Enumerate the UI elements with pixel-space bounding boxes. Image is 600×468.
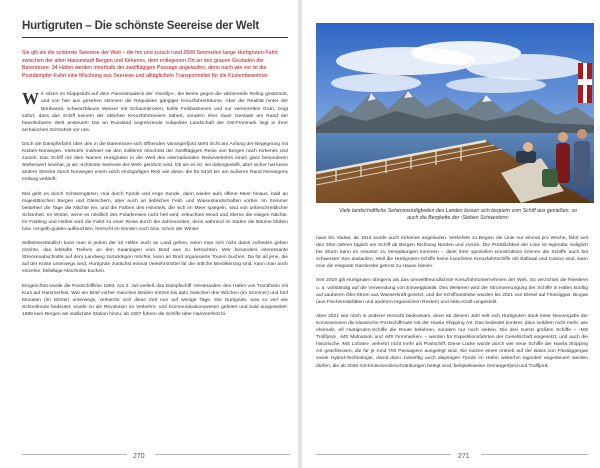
ship-deck-photo xyxy=(316,23,594,203)
footer-rule xyxy=(316,454,451,455)
body-paragraph: Seit 2019 gilt Hurtigruten übrigens als das umweltfreundlichste Kreuzfahrtunternehmen der Welt. So verzichtet die Reederei u. a. vollständig auf die Verwendung von Einwegplastik. Des Weiteren wird der Stromversorgung der Schiffe in Häfen künftig auf sauberen Öko-Strom aus Wasserkraft gesetzt, und die Schiffsantriebe wurden bis 2021 von Diesel auf Flüssiggas, Biogas (aus Fischereiabfällen und anderen organischen Resten) und Akku-Kraft umgestellt. xyxy=(316,278,588,305)
body-paragraph: Mal geht es durch Schärengärten, mal durch Fjorde und enge Sunde, dann wieder aufs offene Meer hinaus, bald an majestätischen Bergen und Gletschern, aber auch an lieblichen Feld- und Wiesenlandschaften vorbei. Im Sommer bestehen die Tage die Nächte ein, und die Farben des Himmels, die sich im Meer spiegeln, sind von unbeschreiblicher Schönheit. Im Winter, wenn es nördlich des Polarkreises nicht hell wird, erleuchten Mond und Sterne die eisigen Nächte. Im Frühling und Herbst wird die Fahrt zu einer Reise durch die Jahreszeiten, denn während im Süden die Bäume blühen bzw. rot-gelb-golden aufleuchten, herrscht im Norden noch bzw. schon der Winter. xyxy=(22,191,288,232)
body-paragraph: naus bis Vadsø, ab 1914 wurde auch Kirkenes angelaufen. Verkehrte zu Beginn die Linie nur einmal pro Woche, fährt seit den 30er-Jahren täglich ein Schiff ab Bergen Richtung Norden und zurück. Die Pünktlichkeit der Linie ist legendär, lediglich bei Sturm kann es mitunter zu Verspätungen kommen – dank ihrer speziellen Konstruktion können die Schiffe auch bei schwerster See auslaufen. Weil die Hurtigruten-Schiffe keine luxuriösen Kreuzfahrtschiffe mit Ballsaal und Casino sind, kann man die elegante Garderobe getrost zu Hause lassen. xyxy=(316,236,588,270)
footer-rule xyxy=(22,454,127,455)
book-gutter xyxy=(297,0,303,468)
intro-paragraph: Sie gilt als die schönste Seereise der Welt – die hin und zurück rund 2500 Seemeilen lange Hurtigruten-Fahrt zwischen der alten Hansestadt Bergen und Kirkenes, dem entlegenen Ort an den grauen Gestaden der Barentssee. 34 Häfen werden innerhalb der zwölftägigen Passage angelaufen, denn nach wie vor ist die Postdampfer-Fahrt eine Mischung aus Seereise und alltäglichem Transportmittel für die Küstenbewohner. xyxy=(22,50,278,79)
body-paragraph: Eingerichtet wurde die Postschifflinie 1893. Am 2. Juli verließ das Dampfschiff ›Vesteraalen‹ den Hafen von Trondheim mit Kurs auf Hammerfest. War ein Brief vorher manches Beiden trotzen bis dato zwischen drei Wochen (im Sommer) und fünf Monaten (im Winter) unterwegs, verkürzte sich diese Zeit nun auf wenige Tage. Die Hurtigrute, was so viel wie Schnellroute bedeutet, wurde zu als Revolution im Verkehrs- und Kommunikationswesen gefeiert und bald ausgeweitet: 1898 kam Bergen als südlichste Station hinzu, ab 1907 fuhren die Schiffe über Hammerfest hi- xyxy=(22,283,288,317)
footer-rule xyxy=(481,454,588,455)
photo-caption: Viele landschaftliche Sehenswürdigkeiten des Landes lassen sich bequem vom Schiff aus genießen, so auch die Bergkette der ›Sieben Schwestern‹ xyxy=(339,208,577,221)
body-paragraph: Doch die Dampferfahrt über den in die Barentssee sich öffnenden Varangerfjord steht nicht am Anfang der Begegnung mit Küsten-Norwegen. Vielmehr markiert sie den mittleren Abschnitt der zwölftägigen Reise von Bergen nach Kirkenes und zurück. Das Schiff mit dem Namen Hurtigruten in der Welt des internationalen Reiseverkehrs einen ganz besonderen Stellenwert innehat, ja als ›schönste Seereise der Welt‹ gerühmt wird. Ob sie es ist, sei dahingestellt, aber sicher hat keine andere Strecke durch Norwegen einen solch einzigartigen Reiz wie diese, die für 5410 km am äußeren Rand Norwegens entlang verläuft: xyxy=(22,141,288,183)
right-page-content xyxy=(316,235,588,377)
page-title: Hurtigruten – Die schönste Seereise der Welt xyxy=(22,20,288,38)
drop-cap: W xyxy=(22,89,39,109)
right-page xyxy=(300,0,600,468)
footer-rule xyxy=(155,454,290,455)
body-paragraph xyxy=(22,91,288,134)
page-number: 271 xyxy=(458,453,470,460)
body-paragraph: Selbstverständlich kann man in jedem der 34 Häfen auch an Land gehen, wenn man sich nicht damit zufrieden geben möchte, das lebhafte Treiben an den Kaianlagen vom Bord aus zu betrachten. Wer besonders interessante Streckenabschnitte auf dem Landweg zurücklegen möchte, kann an Bord organisierte Touren buchen. Da für all jene, die auf der Küste unterwegs sind, Hurtigrute zunächst einmal Verkehrsmittel für die örtliche Bevölkerung sind, kann man auch einzelne, beliebige Abschnitte buchen. xyxy=(22,241,288,275)
left-page-content xyxy=(22,20,288,318)
body-text xyxy=(22,91,288,318)
page-number: 270 xyxy=(133,453,145,460)
body-paragraph: Aber 2021 war noch in anderer Hinsicht bedeutsam, denn ab diesem Jahr teilt sich Hurtigruten dank einer Neuvergabe der Konzessionen die klassische Postschiffroute mit der Havila Shipping AS. Das bedeutet konkret, dass seitdem nicht mehr, wie ehemals, elf Hurtigruten-Schiffe die Route befahren, sondern nur noch sieben. Die drei zuerst größten Schiffe – ›MS Trollfjord‹, ›MS Midnatsol‹ und ›MS Finnmarken‹ – werden für Expeditionsfahrten der Gesellschaft eingesetzt, und auch die historische ›MS Lofoten‹ verkehrt nicht mehr als Postschiff. Diese Lücke wurde durch vier neue Schiffe der Havila Shipping AS geschlossen, die für je rund 700 Passagiere ausgelegt sind. Sie nutzen einen Antrieb auf der Basis von Flüssiggergas sowie Hybrid-Technologie, damit dann zukünftig auch diejenigen Fjorde im Hafen weiterhin tagsüber angesteuert werden dürfen, die ab 2026 mit Emissionsbeschränkungen belegt sind, beispielsweise Geirangerfjord und Trollfjord. xyxy=(316,313,588,369)
body-paragraph-text: ir sitzen im Klappstuhl auf dem Panoramadeck der ›Nordlys‹, die Beine gegen die vibrierende Reling gestemmt, und von hier aus gesehen stimmen die Requisiten gängiger Kreuzfahrerträume. Aber die Realität hinter der Bordwand, schwarzblaues Wasser mit Schaumkronen, kahle Felsbastionen und nur vereinzeltes Grün, zeigt sofort, dass das Schiff keinem der üblichen Kreuzfahrtreviere nähert, sondern eher rauer Gestade am Rand der bewohnbaren Welt ansteuert: Die an Russland angrenzende subpolare Landschaft der Ost-Finnmark liegt in ihrer archaischen Schönheit vor uns. xyxy=(22,92,288,133)
